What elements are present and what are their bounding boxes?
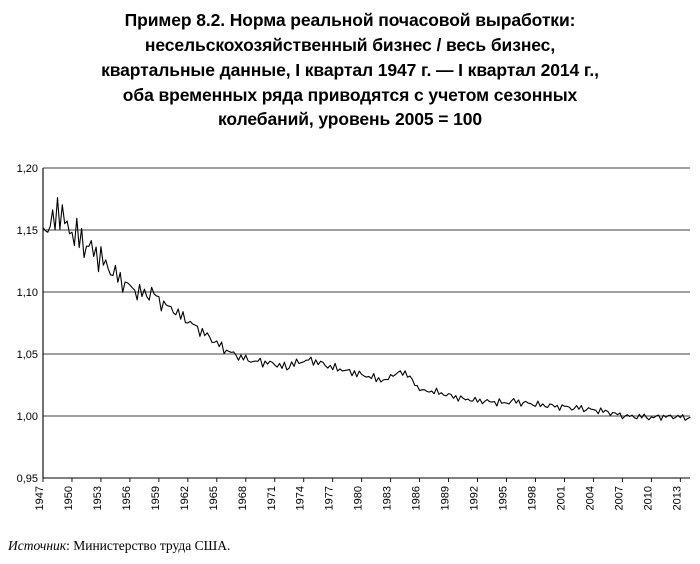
- y-axis-tick-label: 1,05: [16, 348, 38, 361]
- y-axis-tick-label: 1,10: [16, 286, 38, 299]
- title-line-1: Пример 8.2. Норма реальной почасовой выработки:: [124, 10, 576, 30]
- x-axis-tick-label: 2007: [613, 486, 626, 511]
- x-axis-tick-label: 2004: [584, 486, 597, 511]
- x-axis-tick-label: 1950: [62, 486, 75, 511]
- chart-area: [0, 160, 700, 515]
- x-axis-tick-label: 1962: [178, 486, 191, 511]
- source-label: Источник: [8, 538, 67, 553]
- x-axis-tick-label: 1956: [120, 486, 133, 511]
- title-line-4: оба временных ряда приводятся с учетом сезонных: [122, 84, 578, 105]
- y-axis-tick-label: 0,95: [16, 472, 38, 485]
- y-axis-tick-label: 1,15: [16, 224, 38, 237]
- source-text: : Министерство труда США.: [66, 538, 231, 553]
- y-axis-tick-label: 1,20: [16, 162, 38, 175]
- x-axis-tick-label: 1947: [34, 486, 46, 511]
- x-axis-tick-label: 1986: [410, 486, 423, 511]
- x-axis-tick-label: 1998: [526, 486, 539, 511]
- source-note: [8, 538, 230, 554]
- x-axis-tick-label: 1968: [236, 486, 249, 511]
- x-axis-tick-label: 2013: [671, 486, 684, 511]
- x-axis-tick-label: 2010: [642, 486, 655, 511]
- x-axis-tick-label: 2001: [555, 486, 568, 511]
- x-axis-tick-label: 1953: [91, 486, 104, 511]
- x-axis-tick-label: 1983: [381, 486, 394, 511]
- title-line-3: квартальные данные, I квартал 1947 г. — I квартал 2014 г.,: [101, 59, 599, 80]
- x-axis-tick-label: 1980: [352, 486, 365, 511]
- x-axis-tick-label: 1995: [497, 486, 510, 511]
- x-axis-tick-label: 1977: [323, 486, 336, 511]
- data-series-line: [43, 198, 690, 421]
- figure-title: [0, 0, 700, 132]
- title-line-5: колебаний, уровень 2005 = 100: [217, 109, 483, 130]
- title-line-2: несельскохозяйственный бизнес / весь бизнес,: [144, 34, 556, 55]
- x-axis-tick-label: 1965: [207, 486, 220, 511]
- line-chart: [0, 160, 700, 515]
- x-axis-tick-label: 1971: [265, 486, 278, 511]
- y-axis-tick-label: 1,00: [16, 410, 38, 423]
- x-axis-tick-label: 1992: [468, 486, 481, 511]
- x-axis-tick-label: 1974: [294, 486, 307, 511]
- x-axis-tick-label: 1959: [149, 486, 162, 511]
- x-axis-tick-label: 1989: [439, 486, 452, 511]
